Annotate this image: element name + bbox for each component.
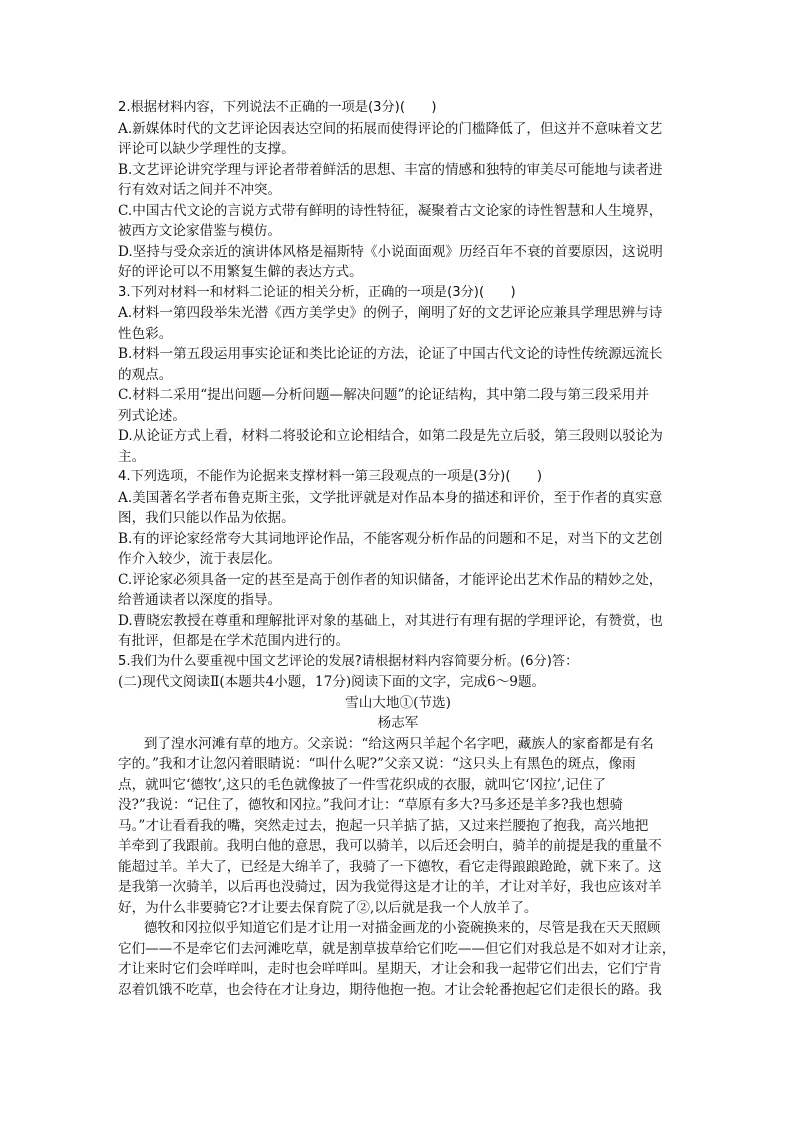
paragraph-line: 才让来时它们会咩咩叫，走时也会咩咩叫。星期天，才让会和我一起带它们出去，它们宁肯 (118, 961, 662, 977)
option-b-line: B.材料一第五段运用事实论证和类比论证的方法，论证了中国古代文论的诗性传统源远流长 (118, 346, 663, 362)
paragraph-line: 没?”我说：“记住了，德牧和冈拉。”我问才让：“草原有多大?马多还是羊多?我也想骑 (118, 797, 624, 813)
option-a-line: 图，我们只能以作品为依据。 (118, 510, 295, 526)
option-c-line: C.材料二采用“提出问题—分析问题—解决问题”的论证结构，其中第二段与第三段采用并 (118, 387, 650, 403)
exam-page (118, 98, 678, 1000)
option-d-line: D.坚持与受众亲近的演讲体风格是福斯特《小说面面观》历经百年不衰的首要原因，这说明 (118, 243, 663, 260)
option-d-line: D.从论证方式上看，材料二将驳论和立论相结合，如第二段是先立后驳，第三段则以驳论为 (118, 428, 663, 444)
option-c-line: C.评论家必须具备一定的甚至是高于创作者的知识储备，才能评论出艺术作品的精妙之处， (118, 571, 663, 588)
question-3 (118, 283, 678, 468)
option-d-line: D.曹晓宏教授在尊重和理解批评对象的基础上，对其进行有理有据的学理评论，有赞赏，也 (118, 612, 663, 629)
section-heading: (二)现代文阅读Ⅱ(本题共4小题，17分)阅读下面的文字，完成6～9题。 (118, 674, 546, 690)
paragraph-line: 字的。”我和才让忽闪着眼睛说：“叫什么呢?”父亲又说：“这只头上有黑色的斑点，像雨 (118, 756, 636, 772)
article-title: 雪山大地①(节选) (345, 694, 451, 711)
question-5: 5.我们为什么要重视中国文艺评论的发展?请根据材料内容简要分析。(6分)答： (118, 653, 579, 669)
option-a-line: A.新媒体时代的文艺评论因表达空间的拓展而使得评论的门槛降低了，但这并不意味着文艺 (118, 120, 663, 137)
paragraph-line: 马。”才让看看我的嘴，突然走过去，抱起一只羊掂了掂，又过来拦腰抱了抱我，高兴地把 (118, 817, 649, 834)
question-stem: 4.下列选项，不能作为论据来支撑材料一第三段观点的一项是(3分)( ) (118, 469, 542, 484)
question-2 (118, 98, 678, 283)
paragraph-line: 到了湟水河滩有草的地方。父亲说：“给这两只羊起个名字吧，藏族人的家畜都是有名 (143, 735, 654, 752)
paragraph-line: 羊牵到了我跟前。我明白他的意思，我可以骑羊，以后还会明白，骑羊的前提是我的重量不 (118, 838, 662, 854)
paragraph-line: 好，为什么非要骑它?才让要去保育院了②,以后就是我一个人放羊了。 (118, 899, 538, 916)
option-b-line: 的观点。 (118, 366, 173, 383)
option-d-line: 有批评，但都是在学术范围内进行的。 (118, 633, 350, 649)
question-stem: 2.根据材料内容，下列说法不正确的一项是(3分)( ) (118, 100, 437, 115)
option-d-line: 好的评论可以不用繁复生僻的表达方式。 (118, 264, 363, 280)
option-a-line: A.材料一第四段举朱光潜《西方美学史》的例子，阐明了好的文艺评论应兼具学理思辨与诗 (118, 305, 663, 321)
option-b-line: B.文艺评论讲究学理与评论者带着鲜活的思想、丰富的情感和独特的审美尽可能地与读者进 (118, 161, 663, 178)
option-b-line: 作介入较少，流于表层化。 (118, 551, 282, 567)
option-b-line: B.有的评论家经常夸大其词地评论作品，不能客观分析作品的问题和不足，对当下的文艺创 (118, 530, 663, 547)
paragraph-line: 它们——不是牵它们去河滩吃草，就是割草拔草给它们吃——但它们对我总是不如对才让亲， (118, 940, 676, 957)
paragraph-line: 点，就叫它‘德牧’,这只的毛色就像披了一件雪花织成的衣服，就叫它‘冈拉’,记住了 (118, 776, 607, 793)
option-a-line: A.美国著名学者布鲁克斯主张，文学批评就是对作品本身的描述和评价，至于作者的真实意 (118, 489, 663, 506)
option-b-line: 行有效对话之间并不冲突。 (118, 182, 282, 198)
article-author: 杨志军 (377, 715, 419, 731)
paragraph-2 (118, 918, 678, 1000)
paragraph-line: 能超过羊。羊大了，已经是大绵羊了，我骑了一下德牧，看它走得踉踉跄跄，就下来了。这 (118, 858, 662, 875)
paragraph-1 (118, 734, 678, 919)
option-c-line: 给普通读者以深度的指导。 (118, 592, 282, 608)
paragraph-line: 是我第一次骑羊，以后再也没骑过，因为我觉得这是才让的羊，才让对羊好，我也应该对羊 (118, 879, 662, 895)
paragraph-line: 德牧和冈拉似乎知道它们是才让用一对描金画龙的小瓷碗换来的，尽管是我在天天照顾 (143, 920, 661, 936)
option-c-line: 被西方文论家借鉴与模仿。 (118, 223, 282, 239)
option-d-line: 主。 (118, 448, 146, 465)
option-a-line: 性色彩。 (118, 325, 173, 342)
paragraph-line: 忍着饥饿不吃草，也会待在才让身边，期待他抱一抱。才让会轮番抱起它们走很长的路。我 (118, 981, 662, 998)
option-c-line: C.中国古代文论的言说方式带有鲜明的诗性特征，凝聚着古文论家的诗性智慧和人生境界， (118, 202, 663, 219)
option-c-line: 列式论述。 (118, 407, 186, 424)
option-a-line: 评论可以缺少学理性的支撑。 (118, 141, 295, 157)
question-stem: 3.下列对材料一和材料二论证的相关分析，正确的一项是(3分)( ) (118, 284, 516, 300)
question-4 (118, 467, 678, 652)
